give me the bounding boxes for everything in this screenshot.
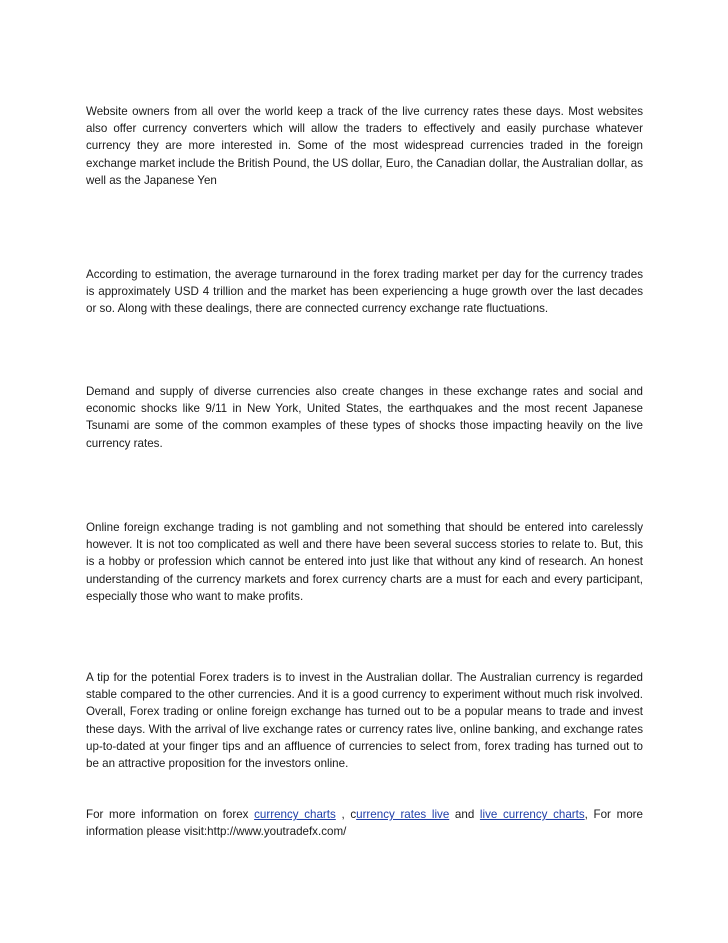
paragraph-online-trading: Online foreign exchange trading is not gambling and not something that should be entered into carelessly however. It is not too complicated as well and there have been several success stories to relate to. But, this is a hobby or profession which cannot be entered into just like that without any kind of research. An honest understanding of the currency markets and forex currency charts are a must for each and every participant, especially those who want to make profits.: [86, 521, 643, 603]
paragraph-demand-supply: Demand and supply of diverse currencies also create changes in these exchange rates and social and economic shocks like 9/11 in New York, United States, the earthquakes and the most recent Japanese Tsunami are some of the common examples of these types of shocks those impacting heavily on the live currency rates.: [86, 385, 643, 450]
footer-separator-1: , c: [335, 808, 357, 821]
paragraph-forex-turnaround: According to estimation, the average turnaround in the forex trading market per day for the currency trades is approximately USD 4 trillion and the market has been experiencing a huge growth over the last decades or so. Along with these dealings, there are connected currency exchange rate fluctuations.: [86, 268, 643, 316]
document-page: [86, 0, 643, 943]
live-currency-charts-link[interactable]: live currency charts: [479, 808, 585, 821]
paragraph-more-information: [86, 806, 643, 840]
currency-rates-live-link[interactable]: urrency rates live: [356, 808, 450, 821]
paragraph-australian-dollar-tip: A tip for the potential Forex traders is to invest in the Australian dollar. The Australian currency is regarded stable compared to the other currencies. And it is a good currency to experiment without much risk involved. Overall, Forex trading or online foreign exchange has turned out to be a popular means to trade and invest these days. With the arrival of live exchange rates or currency rates live, online banking, and exchange rates up-to-dated at your finger tips and an affluence of currencies to select from, forex trading has turned out to be an attractive proposition for the investors online.: [86, 671, 643, 771]
paragraph-live-currency-rates: Website owners from all over the world keep a track of the live currency rates these days. Most websites also offer currency converters which will allow the traders to effectively and easily purchase whatever currency they are more interested in. Some of the most widespread currencies traded in the foreign exchange market include the British Pound, the US dollar, Euro, the Canadian dollar, the Australian dollar, as well as the Japanese Yen: [86, 105, 643, 187]
footer-separator-2: and: [449, 808, 480, 821]
footer-prefix-text: For more information on forex: [86, 808, 255, 821]
footer-suffix-text: , For more information please visit:http://www.youtradefx.com/: [86, 808, 643, 839]
currency-charts-link[interactable]: currency charts: [254, 808, 336, 821]
